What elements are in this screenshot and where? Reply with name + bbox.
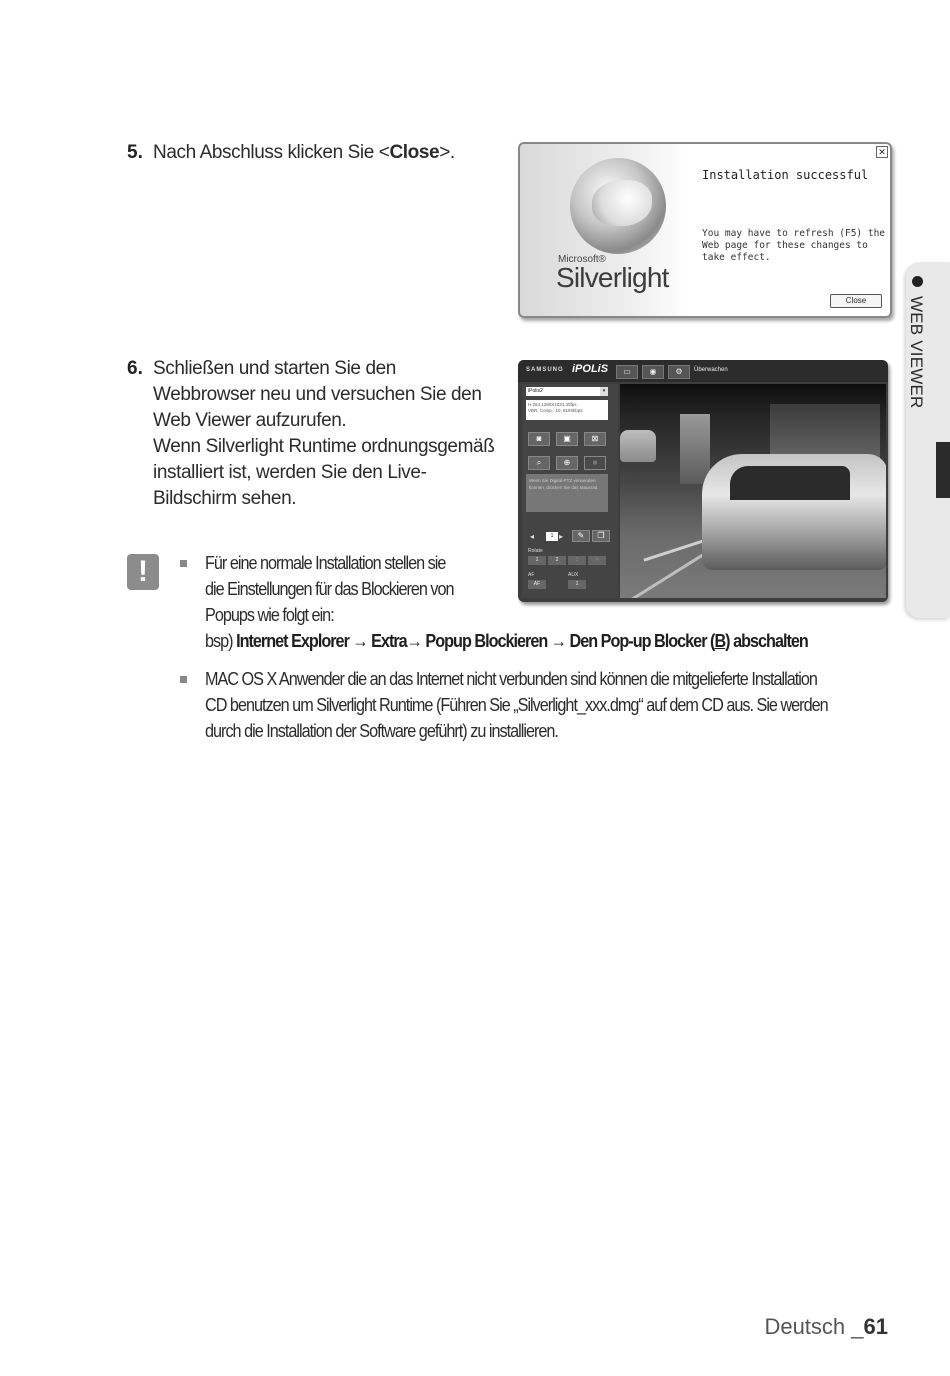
ptz-icon[interactable]: ⊕	[556, 456, 578, 470]
preset-1[interactable]: 1	[528, 556, 546, 565]
ipolis-logo: iPOLiS	[572, 363, 609, 375]
path-bold-1: Internet Explorer → Extra→ Popup Blockieren → Den Pop-up Blocker (	[236, 631, 715, 651]
step-6-line: Wenn Silverlight Runtime ordnungsgemäß	[153, 436, 495, 457]
step-5-text-before: Nach Abschluss klicken Sie <	[153, 142, 390, 163]
stream-info-line-1: H.264,1280X1024,30fps	[528, 402, 577, 407]
stream-info-line-2: VBR, Comp.: 10, 8192kbps	[528, 408, 583, 413]
microsoft-label: Microsoft®	[558, 254, 606, 265]
dialog-title: Installation successful	[702, 168, 869, 182]
chevron-down-icon[interactable]: ▾	[600, 387, 608, 396]
playback-icon[interactable]: ◉	[642, 365, 664, 379]
record-icon[interactable]: ■	[584, 456, 606, 470]
dialog-message: You may have to refresh (F5) the Web page for these changes to take effect.	[702, 228, 886, 263]
step-5-number: 5.	[127, 142, 143, 163]
fullscreen-icon[interactable]: ⊠	[584, 432, 606, 446]
pen-icon[interactable]: ✎	[572, 530, 590, 542]
volume-spinner-icon[interactable]: ▸	[559, 532, 564, 541]
footer-language: Deutsch _	[764, 1314, 864, 1339]
tip-note-path	[205, 628, 889, 654]
step-6-text	[153, 356, 494, 512]
page-footer	[764, 1314, 888, 1340]
path-bold-underlined: B	[714, 631, 726, 651]
page-number: 61	[863, 1314, 888, 1339]
silverlight-logo-highlight	[592, 180, 652, 226]
zoom-icon[interactable]: ⌕	[528, 456, 550, 470]
preset-2[interactable]: 2	[548, 556, 566, 565]
step-6-line: Web Viewer aufzurufen.	[153, 410, 347, 431]
step-5-text-after: >.	[439, 142, 455, 163]
af-button[interactable]: AF	[528, 580, 546, 589]
bullet-icon	[180, 676, 187, 683]
step-6-line: Webbrowser neu und versuchen Sie den	[153, 384, 482, 405]
tip-note-line: Popups wie folgt ein:	[205, 605, 334, 625]
tip-note-line: die Einstellungen für das Blockieren von	[205, 579, 454, 599]
af-label: AF	[528, 572, 535, 578]
tip-note-line: CD benutzen um Silverlight Runtime (Führen Sie „Silverlight_xxx.dmg“ auf dem CD aus. Sie werden	[205, 695, 828, 715]
tip-note-line: MAC OS X Anwender die an das Internet nicht verbunden sind können die mitgelieferte Installation	[205, 669, 817, 689]
rotate-label: Rotate	[528, 548, 543, 554]
preset-4[interactable]: 4	[588, 556, 606, 565]
step-5-text	[153, 140, 455, 166]
path-prefix: bsp)	[205, 631, 237, 651]
step-6-line: Bildschirm sehen.	[153, 488, 297, 509]
profile-select[interactable]: iPolis2	[526, 387, 608, 396]
garage-pillar	[680, 414, 710, 484]
copy-icon[interactable]: ❐	[592, 530, 610, 542]
path-bold-2: ) abschalten	[725, 631, 808, 651]
settings-icon[interactable]: ⚙	[668, 365, 690, 379]
step-6-line: installiert ist, werden Sie den Live-	[153, 462, 427, 483]
step-6-line: Schließen und starten Sie den	[153, 358, 396, 379]
aux-button[interactable]: 1	[568, 580, 586, 589]
parked-car-left	[620, 430, 656, 462]
dialog-close-button[interactable]: Close	[830, 294, 882, 308]
speaker-icon[interactable]: ◂	[530, 532, 535, 541]
fit-screen-icon[interactable]: ▣	[556, 432, 578, 446]
step-5-close-word: Close	[389, 142, 440, 163]
camera-snapshot-icon[interactable]: ◙	[528, 432, 550, 446]
monitor-icon[interactable]: ▭	[616, 365, 638, 379]
step-6-number: 6.	[127, 358, 143, 379]
stream-info	[526, 400, 608, 420]
chapter-side-marker	[936, 442, 950, 498]
bullet-icon	[180, 560, 187, 567]
warning-icon: !	[127, 554, 159, 590]
volume-value[interactable]: 1	[546, 532, 558, 541]
tip-note-line: Für eine normale Installation stellen sie	[205, 553, 446, 573]
silverlight-install-dialog	[518, 142, 892, 318]
tip-note-1	[205, 550, 889, 654]
tip-note-2	[205, 666, 889, 744]
dialog-close-x-icon[interactable]: ✕	[876, 146, 888, 158]
preset-3[interactable]: 3	[568, 556, 586, 565]
samsung-logo: SAMSUNG	[526, 367, 564, 373]
chapter-label: WEB VIEWER	[907, 296, 926, 409]
tip-note-line: durch die Installation der Software geführt) zu installieren.	[205, 721, 558, 741]
car-window	[730, 466, 850, 500]
bullet-dot-icon	[912, 276, 923, 287]
silverlight-brand: Silverlight	[556, 262, 669, 293]
mode-label: Überwachen	[694, 367, 728, 373]
digital-ptz-note: Wenn Sie Digital-PTZ verwenden können, drücken Sie das Mausrad.	[526, 474, 608, 512]
aux-label: AUX	[568, 572, 579, 578]
